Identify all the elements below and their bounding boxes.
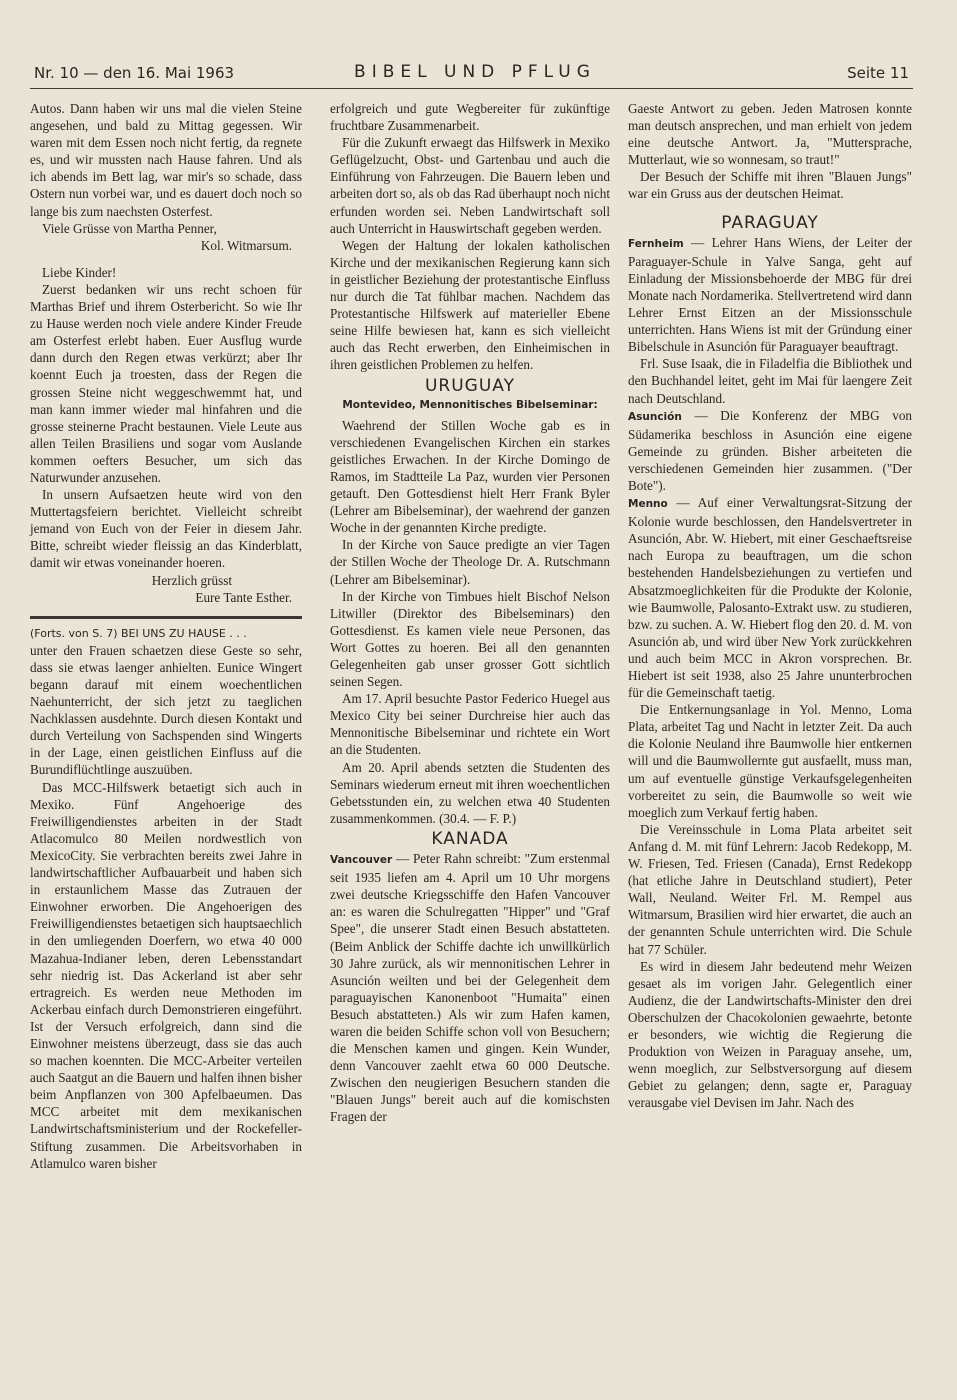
article-paragraph: Das MCC-Hilfswerk betaetigt sich auch in Mexiko. Fünf Angehoerige des Freiwilligendienstes arbeiten in der Stadt Atlacomulco 80 Meilen nordwestlich von MexicoCity. Sie verbrachten bereits zwei Jahre in landwirtschaftlicher Aufbauarbeit und haben sich in erstaunlichem Masse das Zutrauen der Einwohner erworben. Die Angehoerigen des Freiwilligendienstes betaetigen sich hauptsaechlich in den umliegenden Doerfern, wo etwa 40 000 Mazahua-Indianer leben, deren Lebensstandart sehr niedrig ist. Das Ackerland ist aber sehr ertragreich. Es werden neue Methoden im Ackerbau einfach durch Demonstrieren eingeführt. Ist der Versuch erfolgreich, dann sind die Einwohner meistens überzeugt, dass sie das auch so machen koennten. Die MCC-Arbeiter verteilen auch Saatgut an die Bauern und halfen ihnen bisher beim Anpflanzen von 300 Apfelbaeumen. Das MCC arbeitet mit dem mexikanischen Landwirtschaftsministerium und der Rockefeller-Stiftung zusammen. Die Arbeitsvorhaben in Atlamulco waren bisher xyxy=(30,779,302,1171)
article-paragraph: In der Kirche von Sauce predigte an vier Tagen der Stillen Woche der Theologe Dr. A. Rutschmann (Lehrer am Bibelseminar). xyxy=(330,537,610,587)
article-paragraph: In der Kirche von Timbues hielt Bischof Nelson Litwiller (Direktor des Bibelseminars) den Gottesdienst. Es kamen viele neue Personen, das Wort Gottes zu hoeren. Bei all den genannten Gelegenheiten gab unser grosser Gott sichtlich seinen Segen. xyxy=(330,588,610,690)
dateline-vancouver: Vancouver xyxy=(330,854,393,867)
dateline-asuncion: Asunción xyxy=(628,410,682,423)
article-paragraph: Die Entkernungsanlage in Yol. Menno, Loma Plata, arbeitet Tag und Nacht in letzter Zeit. Da auch die Kolonie Neuland ihre Baumwolle hier entkernen will und die Baumwollernte gut ausfaellt, muss man, um auf eventuelle günstige Verkaufsgelegenheiten vorbereitet zu sein, die Baumwolle so weit wie moeglich zum Verkauf fertig haben. xyxy=(628,702,912,820)
article-paragraph xyxy=(628,494,912,701)
article-paragraph: Gaeste Antwort zu geben. Jeden Matrosen konnte man deutsch ansprechen, und man erhielt von jedem eine deutsche Antwort. Ja, "Muttersprache, Mutterlaut, wie so wonnesam, so traut!" xyxy=(628,101,912,168)
column-2 xyxy=(330,100,610,1126)
reply-signature-name: Eure Tante Esther. xyxy=(195,589,292,605)
article-paragraph xyxy=(628,407,912,494)
reply-paragraph: In unsern Aufsaetzen heute wird von den Muttertagsfeiern berichtet. Vielleicht schreibt jemand von Euch von der Feier in diesem Jahr. Bitte, schreibt wieder fleissig an das Kinderblatt, damit wir etwas voneinander hoeren. xyxy=(30,487,302,571)
uruguay-dateline: Montevideo, Mennonitisches Bibelseminar: xyxy=(342,398,598,411)
article-paragraph xyxy=(330,850,610,1126)
article-paragraph: Am 17. April besuchte Pastor Federico Huegel aus Mexico City bei seiner Durchreise hier auch das Mennonitische Bibelseminar und richtete ein Wort an die Studenten. xyxy=(330,691,610,758)
dateline-menno: Menno xyxy=(628,498,668,511)
article-paragraph: Es wird in diesem Jahr bedeutend mehr Weizen gesaet als im vorigen Jahr. Gelegentlich einer Audienz, die der Landwirtschafts-Minister den drei Oberschulzen der Chacokolonien gewaehrte, betonte er besonders, wie wichtig die Regierung die Produktion von Weizen in Paraguay ansehe, um, wenn moeglich, zur Selbstversorgung auf diesem Gebiet zu gelangen; denn, sagte er, Paraguay verausgabe viel Devisen im Jahr. Nach des xyxy=(628,958,912,1111)
article-paragraph: Die Vereinsschule in Loma Plata arbeitet seit Anfang d. M. mit fünf Lehrern: Jacob Redekopp, M. W. Friesen, Ted. Friesen (Canada), Ernst Redekopp (hat etliche Jahre in Deutschland studiert), Peter Wall, Neuland. Weiter Frl. M. Rempel aus Witmarsum, Brasilien wird hier erwartet, die auch an der genannten Schule unterrichten wird. Die Schule hat 77 Schüler. xyxy=(628,821,912,957)
letter-signature-line: Viele Grüsse von Martha Penner, xyxy=(42,220,217,236)
continuation-label: (Forts. von S. 7) BEI UNS ZU HAUSE . . . xyxy=(30,626,247,640)
section-heading-uruguay: URUGUAY xyxy=(424,375,515,396)
article-paragraph xyxy=(628,234,912,356)
article-paragraph: erfolgreich und gute Wegbereiter für zukünftige fruchtbare Zusammenarbeit. xyxy=(330,101,610,134)
letter-text: Autos. Dann haben wir uns mal die vielen Steine angesehen, und bald zu Mittag gegessen. Wir waren mit dem Essen noch nicht fertig, da regnete es, und wir mussten nach Hause fahren. Und als ich abends im Bett lag, war mir's so schade, dass Ostern nun vorbei war, und es dauert doch noch so lange bis zum naechsten Osterfest. xyxy=(30,101,302,219)
dateline-fernheim: Fernheim xyxy=(628,237,684,250)
header-rule xyxy=(30,88,913,89)
reply-signature-line: Herzlich grüsst xyxy=(151,572,232,588)
article-paragraph: Frl. Suse Isaak, die in Filadelfia die Bibliothek und den Buchhandel leitet, geht im Mai für laengere Zeit nach Deutschland. xyxy=(628,356,912,406)
article-paragraph: unter den Frauen schaetzen diese Geste so sehr, dass sie etwas laenger anhielten. Eunice Wingert begann darauf mit einem woechentlichen Naehunterricht, der sich jetzt zu taeglichen Nachklassen ausdehnte. Durch diesen Kontakt und durch Verteilung von Sachspenden sind Wingerts in der Lage, einen geistlichen Einfluss auf die Burundiflüchtlinge auszuüben. xyxy=(30,642,302,778)
asuncion-text: — Die Konferenz der MBG von Südamerika beschloss in Asunción eine eigene Gemeinde zu gründen. Bisher arbeiteten die verschiedenen Gemeinden hier zusammen. ("Der Bote"). xyxy=(628,407,913,493)
section-heading-paraguay: PARAGUAY xyxy=(721,212,819,233)
column-1 xyxy=(30,100,302,1172)
menno-text: — Auf einer Verwaltungsrat-Sitzung der Kolonie wurde beschlossen, den Handelsvertreter in Asunción, Abr. W. Hiebert, mit einer Geschaeftsreise nach Europa zu beauftragen, um die schon bestehenden Handelsbeziehungen zu vertiefen und Absatzmoeglichkeiten für die Produkte der Kolonie, wie Baumwolle, Palosanto-Extrakt usw. zu studieren, bzw. zu suchen. A. W. Hiebert flog den 20. d. M. von Asunción ab, und wird über New York zurückkehren und auch beim MCC in Akron vorsprechen. Br. Hiebert ist seit 1938, also 25 Jahre ununterbrochen für die Gemeinschaft taetig. xyxy=(628,495,912,701)
article-paragraph: Waehrend der Stillen Woche gab es in verschiedenen Evangelischen Kirchen ein starkes geistliches Erwachen. In der Kirche Domingo de Ramos, im Stadtteile La Paz, wurden vier Personen getauft. Den Gottesdienst hielt Herr Frank Byler (Lehrer am Bibelseminar), der waehrend der ganzen Woche in der genannten Kirche predigte. xyxy=(330,417,610,536)
masthead-title: BIBEL UND PFLUG xyxy=(354,62,596,82)
page-number: Seite 11 xyxy=(847,64,909,82)
reply-greeting: Liebe Kinder! xyxy=(42,264,117,280)
kanada-text: — Peter Rahn schreibt: "Zum erstenmal seit 1935 liefen am 4. April um 10 Uhr morgens zwei deutsche Kriegsschiffe den Hafen Vancouver an: es waren die Schulregatten "Hipper" und "Graf Spee", die unserer Stadt einen Besuch abstatteten. (Beim Anblick der Schiffe dachte ich unwillkürlich 30 Jahre zurück, als wir mennonitischen Lehrer in Asunción weilten und bei der Gelegenheit dem paraguayischen Kanonenboot "Humaita" einen Besuch abstatteten.) Als wir zum Hafen kamen, waren die beiden Schiffe schon voll von Besuchern; die Menschen kamen und gingen. Kein Wunder, denn Vancouver zaehlt etwa 60 000 Deutsche. Zwischen den neugierigen Besuchern standen die "Blauen Jungs" bereit auch auf die komischsten Fragen der xyxy=(330,851,610,1125)
issue-line: Nr. 10 — den 16. Mai 1963 xyxy=(34,64,235,82)
letter-signature-place: Kol. Witmarsum. xyxy=(200,237,292,253)
section-heading-kanada: KANADA xyxy=(431,828,509,849)
section-divider xyxy=(30,616,302,619)
reply-paragraph: Zuerst bedanken wir uns recht schoen für Marthas Brief und ihrem Osterbericht. So wie Ihr zu Hause werden noch viele andere Kinder Freude am Osterfest erlebt haben. Euer Ausflug wurde dann durch den Regen etwas verkürzt; aber Ihr koennt Euch ja troesten, dass der Regen die grossen Steine nicht weggeschwemmt hat, und man kann immer wieder mal hinfahren und die grosse steinerne Pracht bestaunen. Viele Leute aus allen Teilen Brasiliens und sogar vom Auslande kommen oefters Besucher, um sich das Naturwunder anzusehen. xyxy=(30,281,302,485)
article-paragraph: Am 20. April abends setzten die Studenten des Seminars wiederum erneut mit ihren woechentlichen Gebetsstunden ein, zu welchen etwa 40 Studenten zusammenkommen. (30.4. — F. P.) xyxy=(330,759,610,826)
article-paragraph: Der Besuch der Schiffe mit ihren "Blauen Jungs" war ein Gruss aus der deutschen Heimat. xyxy=(628,169,912,202)
article-paragraph: Wegen der Haltung der lokalen katholischen Kirche und der mexikanischen Regierung kann sich in geistlicher Beziehung der protestantische Einfluss nur durch die Tat fühlbar machen. Nachdem das Protestantische Hilfswerk auf materieller Ebene seine Hilfe bewiesen hat, kann es sich vielleicht auch das Recht erwerben, den Einheimischen in ihren geistlichen Problemen zu helfen. xyxy=(330,237,610,373)
column-3 xyxy=(628,100,912,1111)
fernheim-text: — Lehrer Hans Wiens, der Leiter der Paraguayer-Schule in Yalve Sanga, geht auf Einladung der Missionsbehoerde der MBG für drei Monate nach Nordamerika. Stellvertretend wird dann Lehrer Ernst Eitzen an der Missionsschule unterrichten. Hans Wiens ist mit der Gründung einer Bibelschule in Asunción für Paraguayer beauftragt. xyxy=(628,234,912,355)
page-header xyxy=(0,60,957,90)
article-paragraph: Für die Zukunft erwaegt das Hilfswerk in Mexiko Geflügelzucht, Obst- und Gartenbau und auch die Einführung von Fahrzeugen. Die Bauern leben und arbeiten dort so, als ob das Rad überhaupt noch nicht erfunden worden sei. Neben Landwirtschaft soll auch Unterricht in Hauswirtschaft gegeben werden. xyxy=(330,135,610,236)
